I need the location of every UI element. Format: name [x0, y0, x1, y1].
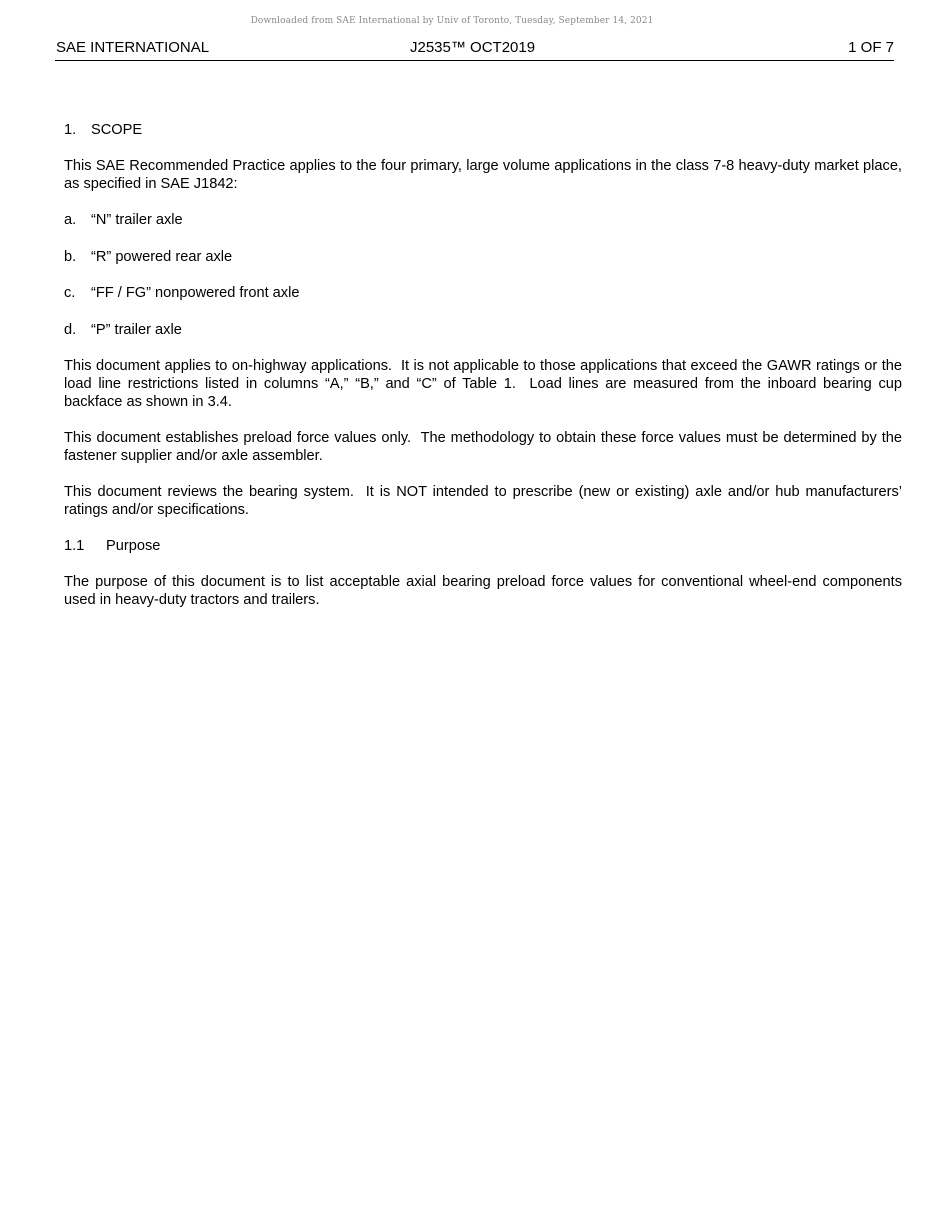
preload-paragraph: This document establishes preload force values only. The methodology to obtain these force values must be determined by the fastener supplier and/or axle assembler.: [64, 430, 902, 464]
list-marker: b.: [64, 248, 77, 265]
header-document-id: J2535™ OCT2019: [410, 39, 536, 56]
header-organization: SAE INTERNATIONAL: [56, 39, 210, 56]
document-body: [64, 121, 902, 627]
list-text: “R” powered rear axle: [91, 248, 233, 265]
page-header: [55, 38, 894, 61]
download-watermark: Downloaded from SAE International by Univ of Toronto, Tuesday, September 14, 2021: [250, 16, 654, 26]
list-item: [64, 248, 902, 266]
list-text: “N” trailer axle: [91, 212, 183, 228]
subsection-heading-purpose: [64, 537, 902, 555]
list-marker: c.: [64, 285, 76, 301]
subsection-title: Purpose: [106, 538, 161, 554]
subsection-number: 1.1: [64, 538, 85, 554]
section-heading-scope: [64, 121, 902, 139]
scope-intro-paragraph: This SAE Recommended Practice applies to the four primary, large volume applications in the class 7-8 heavy-duty market place, as specified in SAE J1842:: [64, 158, 902, 192]
section-number: 1.: [64, 122, 77, 138]
list-item: [64, 211, 902, 229]
applicability-paragraph: This document applies to on-highway applications. It is not applicable to those applications that exceed the GAWR ratings or the load line restrictions listed in columns “A,” “B,” and “C” of Table 1. Load lines are measured from the inboard bearing cup backface as shown in 3.4.: [64, 358, 902, 410]
section-title: SCOPE: [91, 122, 143, 138]
list-text: “FF / FG” nonpowered front axle: [91, 285, 300, 301]
list-marker: d.: [64, 321, 77, 338]
list-item: [64, 284, 902, 302]
bearing-system-paragraph: This document reviews the bearing system. It is NOT intended to prescribe (new or existing) axle and/or hub manufacturers’ ratings and/or specifications.: [64, 484, 902, 518]
purpose-paragraph: The purpose of this document is to list acceptable axial bearing preload force values for conventional wheel-end components used in heavy-duty tractors and trailers.: [64, 574, 902, 608]
list-marker: a.: [64, 212, 77, 228]
list-item: [64, 321, 902, 339]
header-page-number: 1 OF 7: [848, 39, 894, 56]
list-text: “P” trailer axle: [91, 321, 182, 338]
